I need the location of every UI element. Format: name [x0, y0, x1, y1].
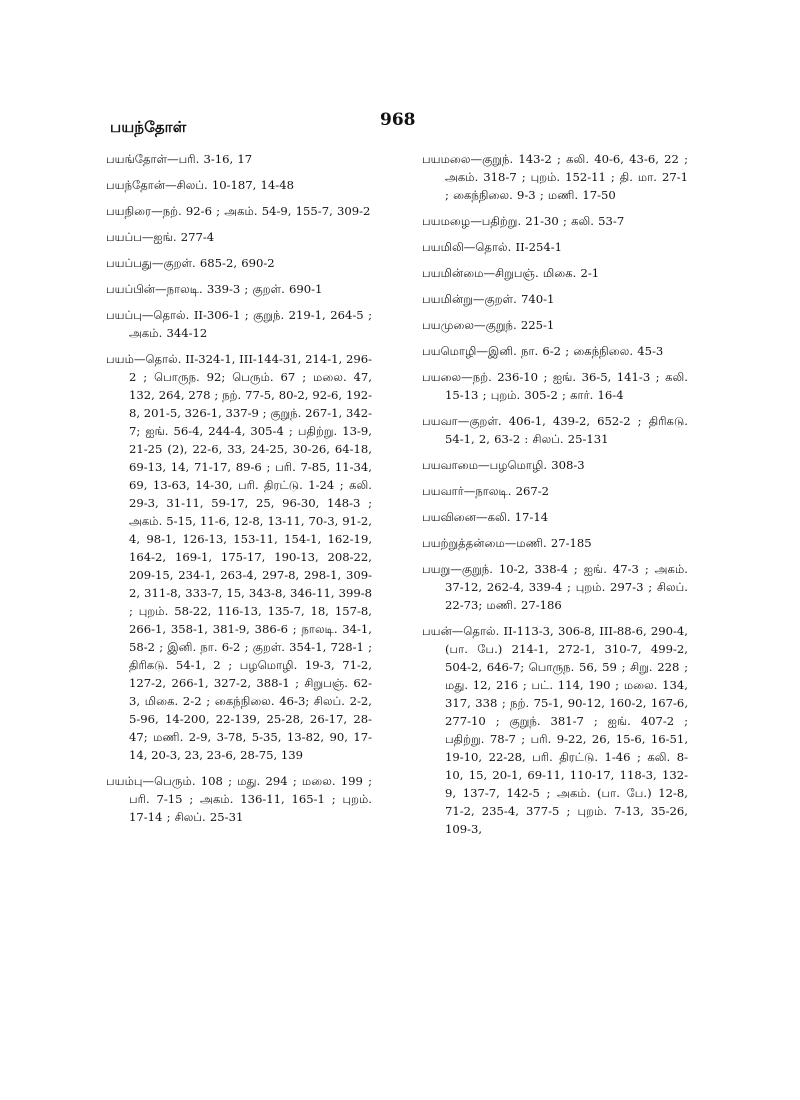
index-entry: பயவினை—கலி. 17-14 [422, 510, 549, 524]
index-entry: பயந்தோன்—சிலப். 10-187, 14-48 [106, 178, 294, 192]
index-entry: பயமலை—குறுந். 143-2 ; கலி. 40-6, 43-6, 22 ; அகம். 318-7 ; புறம். 152-11 ; தி. மா. 27-1 ; கைந்நிலை. 9-3 ; மணி. 17-50 [422, 152, 688, 202]
index-entry: பயறு—குறுந். 10-2, 338-4 ; ஐங். 47-3 ; அகம். 37-12, 262-4, 339-4 ; புறம். 297-3 ; சிலப். 22-73; மணி. 27-186 [422, 562, 688, 612]
index-entry: பயலை—நற். 236-10 ; ஐங். 36-5, 141-3 ; கலி. 15-13 ; புறம். 305-2 ; கார். 16-4 [422, 370, 688, 402]
index-column-right [422, 150, 688, 846]
page-number: 968 [380, 110, 416, 130]
index-entry: பயங்தோள்—பரி. 3-16, 17 [106, 152, 253, 166]
index-entry: பயம்பு—பெரும். 108 ; மது. 294 ; மலை. 199 ; பரி. 7-15 ; அகம். 136-11, 165-1 ; புறம். 17-14 ; சிலப். 25-31 [106, 774, 372, 824]
index-entry: பயமின்று—குறள். 740-1 [422, 292, 555, 306]
index-entry: பயம்—தொல். II-324-1, III-144-31, 214-1, 296-2 ; பொருந. 92; பெரும். 67 ; மலை. 47, 132, 264, 278 ; நற். 77-5, 80-2, 92-6, 192-8, 201-5, 326-1, 337-9 ; குறுந். 267-1, 342-7; ஐங். 56-4, 244-4, 305-4 ; பதிற்று. 13-9, 21-25 (2), 22-6, 33, 24-25, 30-26, 64-18, 69-13, 14, 71-17, 89-6 ; பரி. 7-85, 11-34, 69, 13-63, 14-30, பரி. திரட்டு. 1-24 ; கலி. 29-3, 31-11, 59-17, 25, 96-30, 148-3 ; அகம். 5-15, 11-6, 12-8, 13-11, 70-3, 91-2, 4, 98-1, 126-13, 153-11, 154-1, 162-19, 164-2, 169-1, 175-17, 190-13, 208-22, 209-15, 234-1, 263-4, 297-8, 298-1, 309-2, 311-8, 333-7, 15, 343-8, 346-11, 399-8 ; புறம். 58-22, 116-13, 135-7, 18, 157-8, 266-1, 358-1, 381-9, 386-6 ; நாலடி. 34-1, 58-2 ; இனி. நா. 6-2 ; குறள். 354-1, 728-1 ; திரிகடு. 54-1, 2 ; பழமொழி. 19-3, 71-2, 127-2, 266-1, 327-2, 388-1 ; சிறுபஞ். 62-3, மிகை. 2-2 ; கைந்நிலை. 46-3; சிலப். 2-2, 5-96, 14-200, 22-139, 25-28, 26-17, 28-47; மணி. 2-9, 3-78, 5-35, 13-82, 90, 17-14, 20-3, 23, 23-6, 28-75, 139 [106, 352, 372, 762]
index-entry: பயமின்மை—சிறுபஞ். மிகை. 2-1 [422, 266, 600, 280]
index-entry: பயமுலை—குறுந். 225-1 [422, 318, 555, 332]
index-entry: பயமழை—பதிற்று. 21-30 ; கலி. 53-7 [422, 214, 625, 228]
index-entry: பயற்றுத்தன்மை—மணி. 27-185 [422, 536, 592, 550]
index-entry: பயமிலி—தொல். II-254-1 [422, 240, 563, 254]
running-header: பயந்தோள் [110, 118, 187, 136]
index-entry: பயநிரை—நற். 92-6 ; அகம். 54-9, 155-7, 309-2 [106, 204, 371, 218]
index-column-left [106, 150, 372, 834]
index-entry: பயப்பின்—நாலடி. 339-3 ; குறள். 690-1 [106, 282, 323, 296]
index-entry: பயமொழி—இனி. நா. 6-2 ; கைந்நிலை. 45-3 [422, 344, 664, 358]
index-entry: பயவார்—நாலடி. 267-2 [422, 484, 550, 498]
index-entry: பயன்—தொல். II-113-3, 306-8, III-88-6, 290-4, (பா. பே.) 214-1, 272-1, 310-7, 499-2, 504-2, 646-7; பொருந. 56, 59 ; சிறு. 228 ; மது. 12, 216 ; பட். 114, 190 ; மலை. 134, 317, 338 ; நற். 75-1, 90-12, 160-2, 167-6, 277-10 ; குறுந். 381-7 ; ஐங். 407-2 ; பதிற்று. 78-7 ; பரி. 9-22, 26, 15-6, 16-51, 19-10, 22-28, பரி. திரட்டு. 1-46 ; கலி. 8-10, 15, 20-1, 69-11, 110-17, 118-3, 132-9, 137-7, 142-5 ; அகம். (பா. பே.) 12-8, 71-2, 235-4, 377-5 ; புறம். 7-13, 35-26, 109-3, [422, 624, 688, 836]
index-entry: பயவாமை—பழமொழி. 308-3 [422, 458, 585, 472]
index-entry: பயவா—குறள். 406-1, 439-2, 652-2 ; திரிகடு. 54-1, 2, 63-2 : சிலப். 25-131 [422, 414, 688, 446]
index-entry: பயப்பது—குறள். 685-2, 690-2 [106, 256, 275, 270]
index-entry: பயப்ப—ஐங். 277-4 [106, 230, 215, 244]
index-entry: பயப்பு—தொல். II-306-1 ; குறுந். 219-1, 264-5 ; அகம். 344-12 [106, 308, 372, 340]
